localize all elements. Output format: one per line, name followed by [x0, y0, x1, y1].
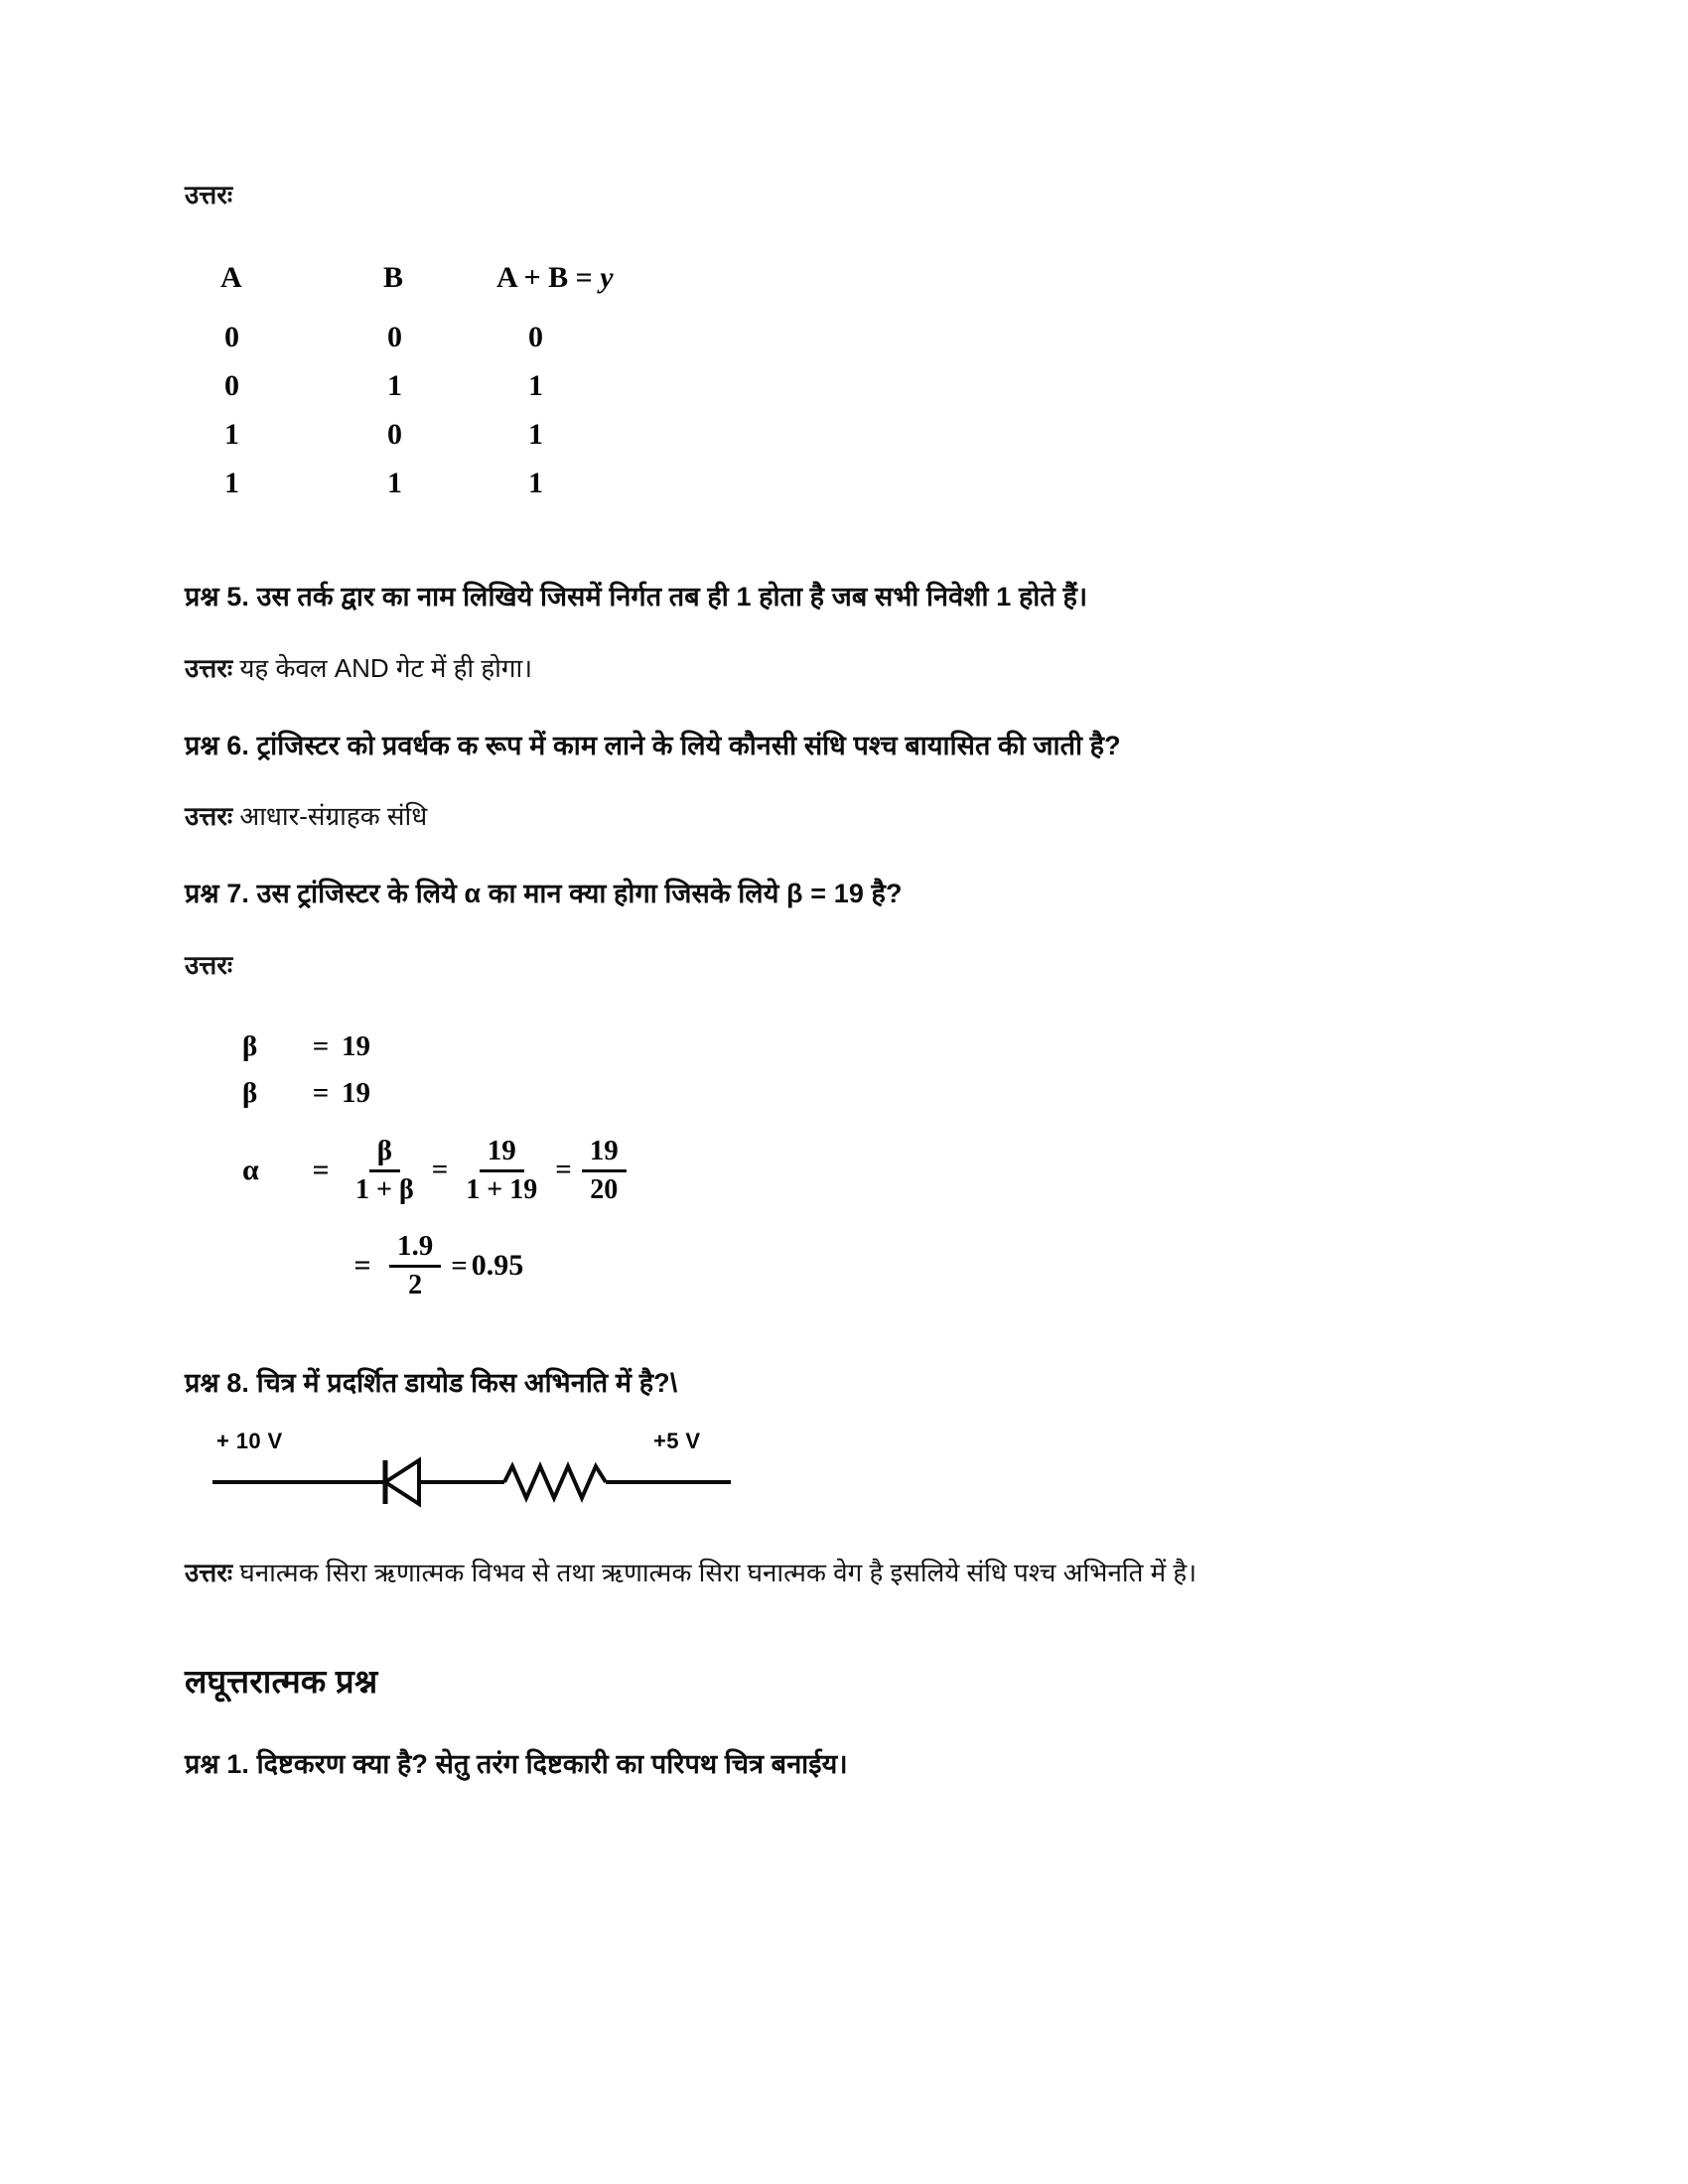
equals-sign: = — [555, 1154, 572, 1186]
fraction-denominator: 1 + β — [355, 1173, 414, 1205]
fraction-19-over-1plus19 — [458, 1136, 545, 1206]
answer-label-truthtable — [185, 174, 1495, 215]
cell-a: 1 — [224, 418, 239, 451]
alpha-result-value: 0.95 — [471, 1249, 524, 1283]
cell-b: 0 — [387, 321, 402, 353]
table-header-row — [220, 255, 717, 315]
cell-b: 1 — [387, 369, 402, 402]
fraction-numerator: 19 — [582, 1136, 627, 1172]
beta-symbol: β — [242, 1029, 258, 1062]
diode-triangle — [385, 1460, 419, 1504]
question-7: प्रश्न 7. उस ट्रांजिस्टर के लिये α का मान क्या होगा जिसके लिये β = 19 है? — [185, 879, 903, 908]
table-row — [220, 412, 717, 461]
answer-label-text: उत्तरः — [185, 180, 233, 209]
fraction-1p9-over-2 — [389, 1231, 441, 1301]
answer-label-7: उत्तरः — [185, 949, 233, 980]
equals-sign: = — [312, 1029, 330, 1062]
truth-table-body — [220, 315, 717, 509]
table-row — [220, 315, 717, 363]
fraction-beta-over-1plusbeta — [348, 1136, 422, 1206]
truth-table — [220, 255, 717, 509]
cell-y: 1 — [528, 418, 543, 451]
fraction-numerator: 19 — [480, 1136, 524, 1172]
question-6: प्रश्न 6. ट्रांजिस्टर को प्रवर्धक क रूप में काम लाने के लिये कौनसी संधि पश्च बायासित की जाती है? — [185, 730, 1121, 760]
beta-value: 19 — [342, 1029, 370, 1062]
equals-sign: = — [353, 1249, 371, 1283]
table-row — [220, 461, 717, 509]
cell-b: 1 — [387, 467, 402, 499]
equals-sign: = — [312, 1153, 330, 1186]
answer-label-5: उत्तरः — [185, 652, 233, 683]
section-question-1: प्रश्न 1. दिष्टकरण क्या है? सेतु तरंग दिष्टकारी का परिपथ चित्र बनाईय। — [185, 1749, 848, 1780]
section-heading-short-answer: लघूत्तरात्मक प्रश्न — [185, 1663, 378, 1701]
equals-sign: = — [451, 1249, 468, 1282]
answer-8 — [185, 1554, 1495, 1592]
truth-table-header-b: B — [383, 261, 404, 294]
equals-sign: = — [312, 1076, 330, 1109]
diode-circuit-diagram — [205, 1429, 820, 1520]
question-5: प्रश्न 5. उस तर्क द्वार का नाम लिखिये जिसमें निर्गत तब ही 1 होता है जब सभी निवेशी 1 होते हैं। — [185, 582, 1088, 612]
truth-table-head — [220, 255, 717, 315]
fraction-denominator: 20 — [590, 1173, 619, 1205]
cell-a: 0 — [224, 321, 239, 353]
circuit-svg — [205, 1429, 820, 1520]
cell-b: 0 — [387, 418, 402, 451]
question-8: प्रश्न 8. चित्र में प्रदर्शित डायोड किस अभिनति में है?\ — [185, 1367, 678, 1398]
cell-y: 1 — [528, 467, 543, 499]
math-line-beta-2 — [242, 1077, 1495, 1110]
fraction-19-over-20 — [582, 1136, 627, 1206]
truth-table-header-a: A — [220, 261, 242, 294]
fraction-denominator: 1 + 19 — [466, 1173, 538, 1205]
fraction-numerator: β — [369, 1136, 400, 1172]
math-line-beta-1 — [242, 1030, 1495, 1063]
answer-label-8: उत्तरः — [185, 1558, 233, 1588]
truth-table-header-y — [496, 255, 717, 315]
beta-symbol: β — [242, 1076, 258, 1109]
answer-5 — [185, 649, 1495, 688]
table-row — [220, 363, 717, 412]
page-content — [185, 174, 1495, 1785]
alpha-derivation — [242, 1030, 1495, 1301]
fraction-denominator: 2 — [408, 1270, 423, 1301]
answer-5-text: यह केवल AND गेट में ही होगा। — [239, 652, 533, 683]
resistor-symbol — [504, 1466, 606, 1498]
answer-7 — [185, 946, 1495, 985]
circuit-label-right: +5 V — [653, 1429, 701, 1454]
math-line-alpha — [242, 1136, 1495, 1206]
cell-a: 0 — [224, 369, 239, 402]
truth-table-header-y-var: y — [600, 261, 614, 294]
fraction-numerator: 1.9 — [389, 1231, 441, 1268]
answer-8-text: घनात्मक सिरा ऋणात्मक विभव से तथा ऋणात्मक सिरा घनात्मक वेग है इसलिये संधि पश्च अभिनति में है। — [239, 1558, 1197, 1588]
cell-a: 1 — [224, 467, 239, 499]
math-line-result — [342, 1231, 1495, 1301]
equals-sign: = — [431, 1154, 449, 1186]
answer-label-6: उत्तरः — [185, 801, 233, 831]
answer-6-text: आधार-संग्राहक संधि — [239, 801, 428, 831]
answer-6 — [185, 797, 1495, 836]
truth-table-header-y-prefix: A + B = — [496, 261, 601, 294]
alpha-symbol: α — [242, 1153, 259, 1186]
cell-y: 0 — [528, 321, 543, 353]
circuit-label-left: + 10 V — [216, 1429, 283, 1454]
cell-y: 1 — [528, 369, 543, 402]
beta-value: 19 — [342, 1076, 370, 1109]
